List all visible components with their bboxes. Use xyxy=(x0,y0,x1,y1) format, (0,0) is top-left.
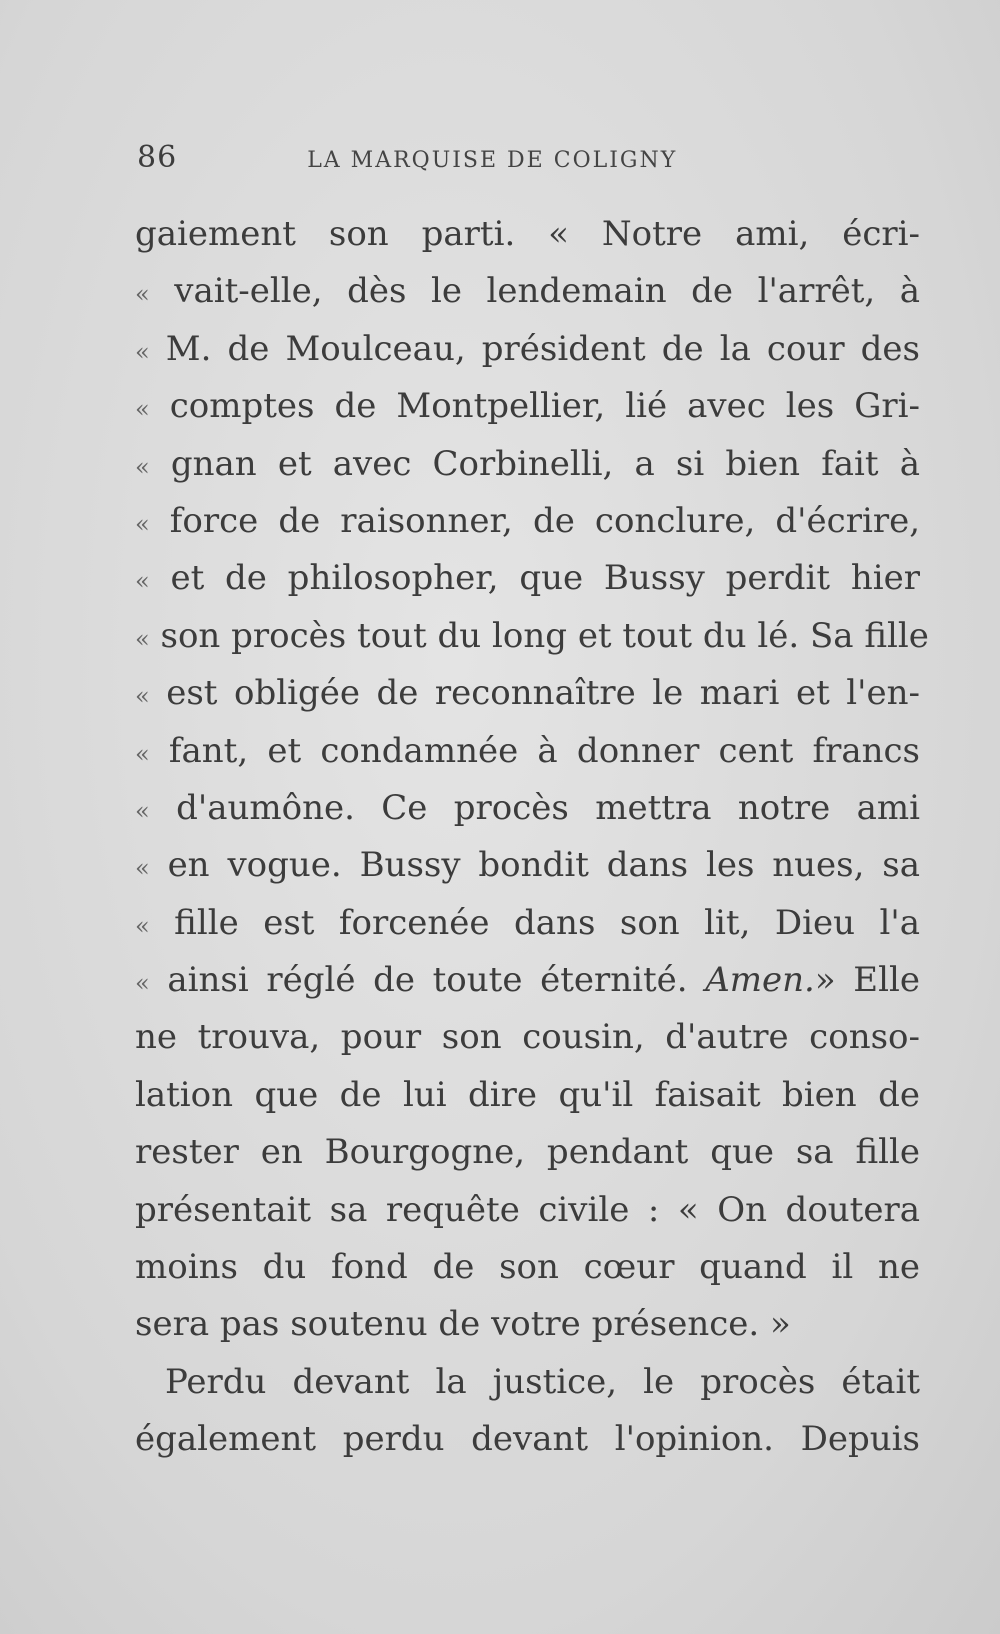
page-header xyxy=(137,140,757,180)
text-line: « son procès tout du long et tout du lé. Sa fille xyxy=(135,615,929,656)
text-line: présentait sa requête civile : « On doutera xyxy=(135,1189,920,1230)
text-line: « M. de Moulceau, président de la cour des xyxy=(135,328,920,369)
text-line: lation que de lui dire qu'il faisait bien de xyxy=(135,1074,920,1115)
text-line: « fant, et condamnée à donner cent francs xyxy=(135,730,920,771)
italic-word: Amen. xyxy=(705,960,815,1001)
text-line: moins du fond de son cœur quand il ne xyxy=(135,1247,920,1288)
text-line: « force de raisonner, de conclure, d'écrire, xyxy=(135,500,920,541)
text-line: « et de philosopher, que Bussy perdit hier xyxy=(135,558,921,599)
text-line: « gnan et avec Corbinelli, a si bien fait à xyxy=(135,443,921,484)
text-line: ne trouva, pour son cousin, d'autre conso- xyxy=(135,1017,920,1058)
text-line: rester en Bourgogne, pendant que sa fille xyxy=(135,1132,920,1173)
text-line: également perdu devant l'opinion. Depuis xyxy=(135,1419,920,1460)
body-text xyxy=(135,206,929,1469)
text-line: « ainsi réglé de toute éternité. Amen.» Elle xyxy=(135,960,920,1001)
text-line: « fille est forcenée dans son lit, Dieu l'a xyxy=(135,902,920,943)
text-line: « vait-elle, dès le lendemain de l'arrêt, à xyxy=(135,271,920,312)
text-line: gaiement son parti. « Notre ami, écri- xyxy=(135,214,920,254)
running-title: LA MARQUISE DE COLIGNY xyxy=(307,148,678,173)
text-line: sera pas soutenu de votre présence. » xyxy=(135,1304,791,1345)
page-number: 86 xyxy=(137,140,178,175)
paragraph-start-line: Perdu devant la justice, le procès était xyxy=(165,1361,920,1402)
text-line: « en vogue. Bussy bondit dans les nues, sa xyxy=(135,845,921,886)
text-line: « est obligée de reconnaître le mari et l'en- xyxy=(135,673,920,714)
text-line: « comptes de Montpellier, lié avec les Gri- xyxy=(135,386,920,427)
text-line: « d'aumône. Ce procès mettra notre ami xyxy=(135,787,921,828)
